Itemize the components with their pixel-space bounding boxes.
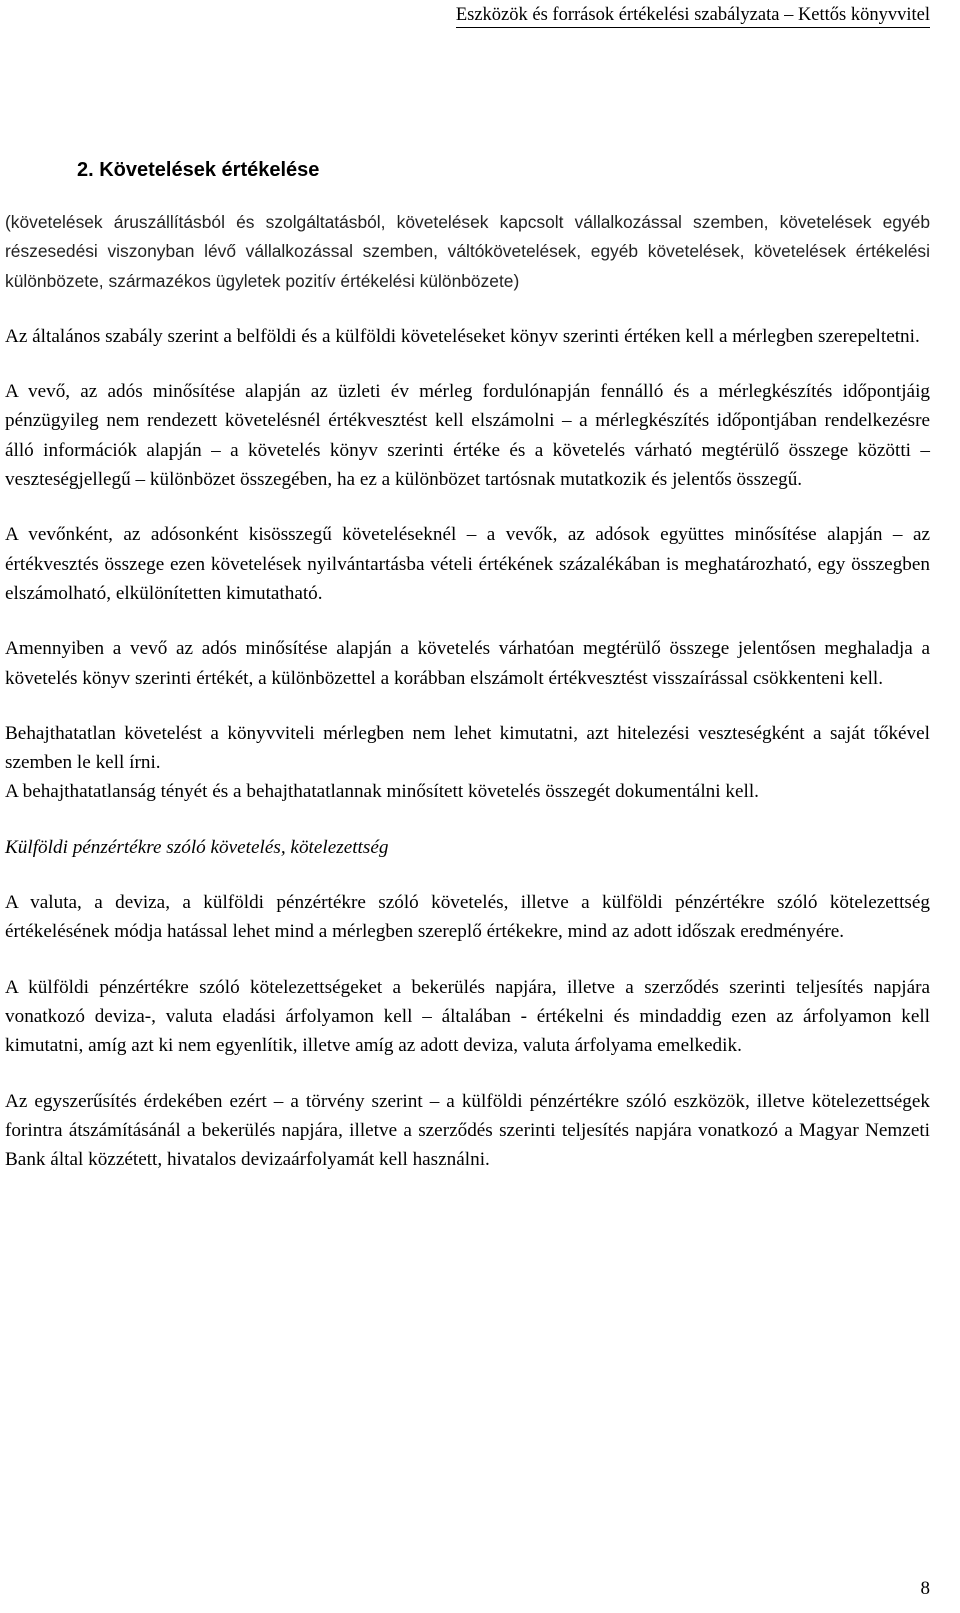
paragraph-bad-debt: Behajthatatlan követelést a könyvviteli mérlegben nem lehet kimutatni, azt hitelezési veszteségként a saját tőkével szemben le kell írni. bbox=[5, 722, 930, 774]
paragraph-foreign-currency-valuation: A valuta, a deviza, a külföldi pénzértékre szóló követelés, illetve a külföldi pénzértékre szóló kötelezettség értékelésének módja hatással lehet mind a mérlegben szereplő értékekre, mind az adott időszak eredményére. bbox=[5, 892, 930, 943]
paragraph-bad-debt-documentation: A behajthatatlanság tényét és a behajthatatlannak minősített követelés összegét dokumentálni kell. bbox=[5, 781, 759, 803]
section-title: 2. Követelések értékelése bbox=[77, 159, 320, 181]
paragraph-general-rule: Az általános szabály szerint a belföldi és a külföldi követeléseket könyv szerinti értéken kell a mérlegben szerepeltetni. bbox=[5, 325, 920, 347]
subsection-heading: Külföldi pénzértékre szóló követelés, kötelezettség bbox=[5, 836, 389, 858]
page-number: 8 bbox=[920, 1578, 930, 1599]
paragraph-receivable-types: (követelések áruszállításból és szolgáltatásból, követelések kapcsolt vállalkozással szemben, követelések egyéb részesedési viszonyban lévő vállalkozással szemben, váltókövetelések, egyéb követelések, követelések értékelési különbözete, származékos ügyletek pozitív értékelési különbözete) bbox=[5, 212, 930, 291]
running-header: Eszközök és források értékelési szabályzata – Kettős könyvvitel bbox=[456, 4, 930, 28]
paragraph-simplification: Az egyszerűsítés érdekében ezért – a törvény szerint – a külföldi pénzértékre szóló eszközök, illetve kötelezettségek forintra átszámításánál a bekerülés napjára, illetve a szerződés szerinti teljesítés napjára vonatkozó a Magyar Nemzeti Bank által közzétett, hivatalos devizaárfolyamát kell használni. bbox=[5, 1090, 930, 1171]
paragraph-impairment: A vevő, az adós minősítése alapján az üzleti év mérleg fordulónapján fennálló és a mérlegkészítés időpontjáig pénzügyileg nem rendezett követelésnél értékvesztést kell elszámolni – a mérlegkészítés időpontjában rendelkezésre álló információk alapján – a követelés könyv szerinti értéke és a követelés várható megtérülő összege közötti – veszteségjellegű – különbözet összegében, ha ez a különbözet tartósnak mutatkozik és jelentős összegű. bbox=[5, 381, 930, 491]
document-body bbox=[5, 156, 930, 1200]
paragraph-foreign-liabilities: A külföldi pénzértékre szóló kötelezettségeket a bekerülés napjára, illetve a szerződés szerinti teljesítés napjára vonatkozó deviza-, valuta eladási árfolyamon kell – általában - értékelni és mindaddig ezen az árfolyamon kell kimutatni, amíg azt ki nem egyenlítik, illetve amíg az adott deviza, valuta árfolyama emelkedik. bbox=[5, 976, 930, 1057]
paragraph-small-receivables: A vevőnként, az adósonként kisösszegű követeléseknél – a vevők, az adósok együttes minősítése alapján – az értékvesztés összege ezen követelések nyilvántartásba vételi értékének százalékában is meghatározható, egy összegben elszámolható, elkülönítetten kimutatható. bbox=[5, 524, 930, 604]
paragraph-reversal: Amennyiben a vevő az adós minősítése alapján a követelés várhatóan megtérülő összege jelentősen meghaladja a követelés könyv szerinti értékét, a különbözettel a korábban elszámolt értékvesztést visszaírással csökkenteni kell. bbox=[5, 638, 930, 689]
